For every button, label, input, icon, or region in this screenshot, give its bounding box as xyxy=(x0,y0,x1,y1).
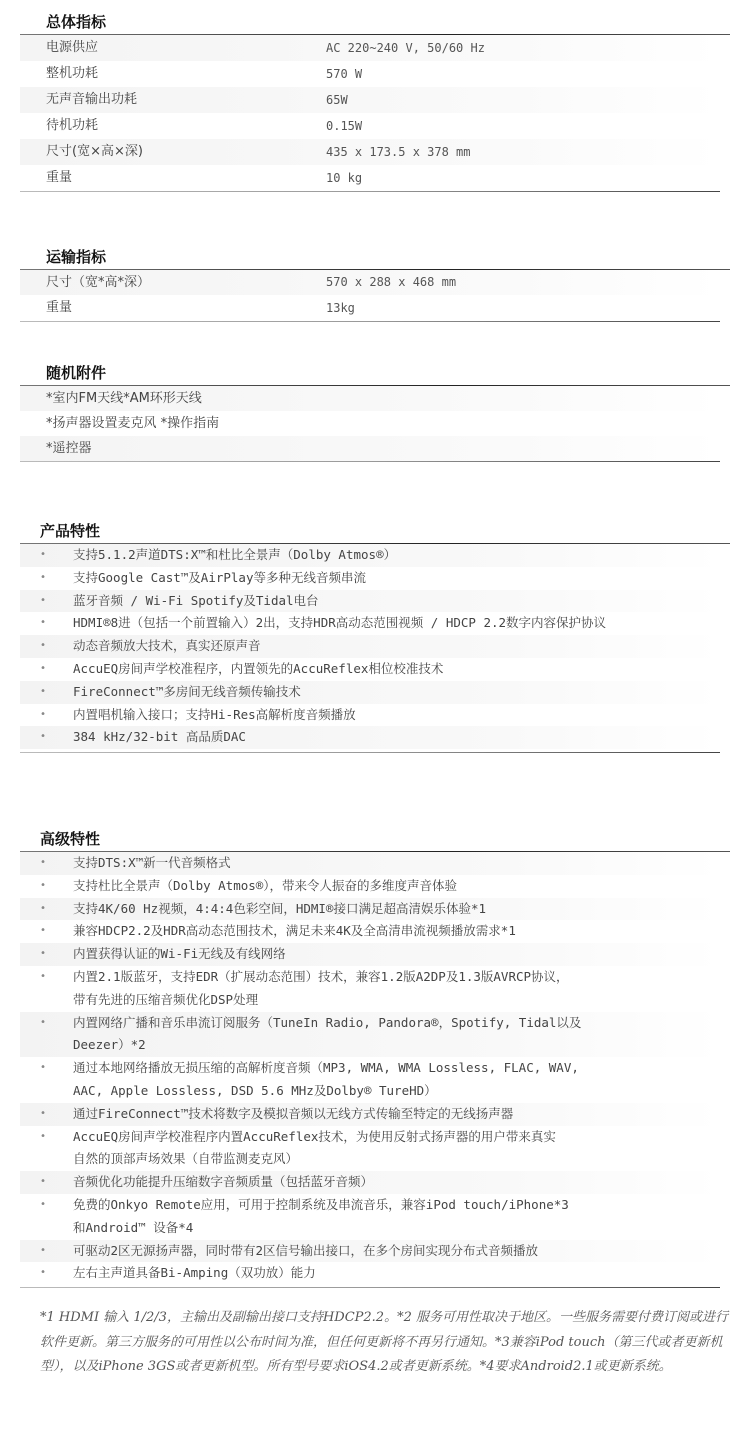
bullet-icon: • xyxy=(40,1107,47,1119)
bullet-icon: • xyxy=(40,879,47,891)
advanced-text: 音频优化功能提升压缩数字音频质量（包括蓝牙音频） xyxy=(73,1174,374,1190)
advanced-item xyxy=(20,1171,720,1194)
advanced-text: 内置获得认证的Wi-Fi无线及有线网络 xyxy=(73,946,286,962)
spec-row xyxy=(20,113,720,139)
shipping-specs-section xyxy=(0,245,750,322)
spec-label: 重量 xyxy=(46,170,73,185)
feature-item xyxy=(20,590,720,613)
advanced-item xyxy=(20,1240,720,1263)
bullet-icon: • xyxy=(40,857,47,868)
spec-value: 435 x 173.5 x 378 mm xyxy=(326,145,471,159)
spec-row xyxy=(20,295,720,321)
advanced-item xyxy=(20,898,720,921)
feature-text: 支持Google Cast™及AirPlay等多种无线音频串流 xyxy=(73,569,366,585)
feature-item xyxy=(20,635,720,658)
spec-label: 整机功耗 xyxy=(46,66,99,81)
feature-text: FireConnect™多房间无线音频传输技术 xyxy=(73,683,301,699)
spec-label: 无声音输出功耗 xyxy=(46,92,138,107)
feature-text: 内置唱机输入接口；支持Hi-Res高解析度音频播放 xyxy=(73,706,356,722)
section-title: 产品特性 xyxy=(40,522,101,540)
spec-row xyxy=(20,61,720,87)
spec-value: 570 W xyxy=(326,67,363,81)
section-title: 高级特性 xyxy=(40,830,101,848)
feature-text: 支持5.1.2声道DTS:X™和杜比全景声（Dolby Atmos®） xyxy=(73,547,397,562)
spec-value: 13kg xyxy=(326,301,355,315)
feature-text: 384 kHz/32-bit 高品质DAC xyxy=(73,729,246,745)
spec-row xyxy=(20,139,720,165)
advanced-item xyxy=(20,1262,720,1285)
feature-item xyxy=(20,658,720,681)
advanced-item xyxy=(20,1194,720,1240)
advanced-text: AccuEQ房间声学校准程序内置AccuReflex技术，为使用反射式扬声器的用户带来真实 自然的顶部声场效果（自带监测麦克风） xyxy=(73,1128,556,1167)
advanced-text: 可驱动2区无源扬声器，同时带有2区信号输出接口，在多个房间实现分布式音频播放 xyxy=(73,1242,539,1258)
advanced-item xyxy=(20,966,720,1012)
spec-label: 重量 xyxy=(46,300,73,315)
bullet-icon: • xyxy=(40,1198,47,1210)
section-title: 总体指标 xyxy=(46,13,107,31)
feature-item xyxy=(20,567,720,590)
bullet-icon: • xyxy=(40,708,47,720)
spec-value: AC 220~240 V, 50/60 Hz xyxy=(326,41,485,55)
bullet-icon: • xyxy=(40,1267,47,1279)
spec-row xyxy=(20,165,720,191)
accessory-item: *室内FM天线*AM环形天线 xyxy=(20,386,720,411)
feature-item xyxy=(20,544,720,567)
advanced-text: 支持DTS:X™新一代音频格式 xyxy=(73,855,231,870)
bullet-icon: • xyxy=(40,640,47,652)
accessory-item: *遥控器 xyxy=(20,436,720,461)
feature-item xyxy=(20,704,720,727)
spec-value: 65W xyxy=(326,93,348,107)
advanced-text: 通过本地网络播放无损压缩的高解析度音频（MP3, WMA, WMA Lossless, FLAC, WAV, AAC, Apple Lossless, DSD 5.6 MHz及Dolby® TureHD） xyxy=(73,1060,579,1098)
feature-item xyxy=(20,681,720,704)
bullet-icon: • xyxy=(40,1130,47,1142)
bullet-icon: • xyxy=(40,925,47,937)
bullet-icon: • xyxy=(40,902,47,914)
bullet-icon: • xyxy=(40,1062,47,1074)
advanced-text: 支持杜比全景声（Dolby Atmos®），带来令人振奋的多维度声音体验 xyxy=(73,877,458,893)
feature-text: HDMI®8进（包括一个前置输入）2出，支持HDR高动态范围视频 / HDCP 2.2数字内容保护协议 xyxy=(73,615,607,631)
advanced-text: 左右主声道具备Bi-Amping（双功放）能力 xyxy=(73,1265,316,1281)
bullet-icon: • xyxy=(40,594,47,606)
spec-label: 尺寸(宽×高×深) xyxy=(46,144,143,159)
bullet-icon: • xyxy=(40,617,47,629)
bullet-icon: • xyxy=(40,1016,47,1028)
bullet-icon: • xyxy=(40,731,47,743)
advanced-item xyxy=(20,1057,720,1103)
divider xyxy=(20,752,720,753)
bullet-icon: • xyxy=(40,685,47,697)
advanced-text: 支持4K/60 Hz视频，4:4:4色彩空间，HDMI®接口满足超高清娱乐体验*1 xyxy=(73,900,487,916)
general-specs-section xyxy=(0,10,750,192)
divider xyxy=(20,461,720,462)
spec-value: 0.15W xyxy=(326,119,363,133)
advanced-text: 内置2.1版蓝牙，支持EDR（扩展动态范围）技术，兼容1.2版A2DP及1.3版AVRCP协议， 带有先进的压缩音频优化DSP处理 xyxy=(73,968,569,1007)
spec-label: 尺寸（宽*高*深） xyxy=(46,275,151,290)
section-title: 随机附件 xyxy=(46,364,107,382)
advanced-text: 通过FireConnect™技术将数字及模拟音频以无线方式传输至特定的无线扬声器 xyxy=(73,1105,514,1121)
feature-item xyxy=(20,612,720,635)
feature-text: 蓝牙音频 / Wi-Fi Spotify及Tidal电台 xyxy=(73,592,319,608)
spec-label: 电源供应 xyxy=(46,40,99,55)
bullet-icon: • xyxy=(40,571,47,583)
advanced-item xyxy=(20,875,720,898)
advanced-item xyxy=(20,943,720,966)
advanced-text: 兼容HDCP2.2及HDR高动态范围技术，满足未来4K及全高清串流视频播放需求*1 xyxy=(73,923,516,939)
bullet-icon: • xyxy=(40,1176,47,1188)
divider xyxy=(20,191,720,192)
footnote: *1 HDMI 输入 1/2/3，主输出及副输出接口支持HDCP2.2。*2 服务可用性取决于地区。一些服务需要付费订阅或进行软件更新。第三方服务的可用性以公布时间为准，但任何更新将不再另行通知。*3兼容iPod touch（第三代或者更新机型），以及iPhone 3GS或者更新机型。所有型号要求iOS4.2或者更新系统。*4要求Android2.1或更新系统。 xyxy=(40,1310,728,1374)
advanced-item xyxy=(20,852,720,875)
accessories-section xyxy=(0,361,750,462)
advanced-text: 免费的Onkyo Remote应用，可用于控制系统及串流音乐，兼容iPod touch/iPhone*3 和Android™ 设备*4 xyxy=(73,1196,569,1235)
advanced-item xyxy=(20,1126,720,1172)
feature-text: AccuEQ房间声学校准程序，内置领先的AccuReflex相位校准技术 xyxy=(73,660,444,676)
spec-value: 570 x 288 x 468 mm xyxy=(326,275,457,289)
advanced-text: 内置网络广播和音乐串流订阅服务（TuneIn Radio, Pandora®，Spotify, Tidal以及 Deezer）*2 xyxy=(73,1014,582,1053)
bullet-icon: • xyxy=(40,1244,47,1256)
divider xyxy=(20,321,720,322)
bullet-icon: • xyxy=(40,948,47,960)
bullet-icon: • xyxy=(40,549,47,560)
advanced-item xyxy=(20,1012,720,1058)
spec-row xyxy=(20,270,720,295)
feature-item xyxy=(20,726,720,749)
accessory-item: *扬声器设置麦克风 *操作指南 xyxy=(46,416,220,431)
spec-value: 10 kg xyxy=(326,171,363,185)
section-title: 运输指标 xyxy=(46,248,107,266)
features-section xyxy=(0,519,750,753)
spec-row xyxy=(20,35,720,61)
bullet-icon: • xyxy=(40,970,47,982)
spec-label: 待机功耗 xyxy=(46,118,99,133)
advanced-item xyxy=(20,1103,720,1126)
divider xyxy=(20,1287,720,1288)
advanced-features-section xyxy=(0,827,750,1288)
advanced-item xyxy=(20,920,720,943)
bullet-icon: • xyxy=(40,662,47,674)
spec-row xyxy=(20,87,720,113)
feature-text: 动态音频放大技术，真实还原声音 xyxy=(73,638,261,654)
